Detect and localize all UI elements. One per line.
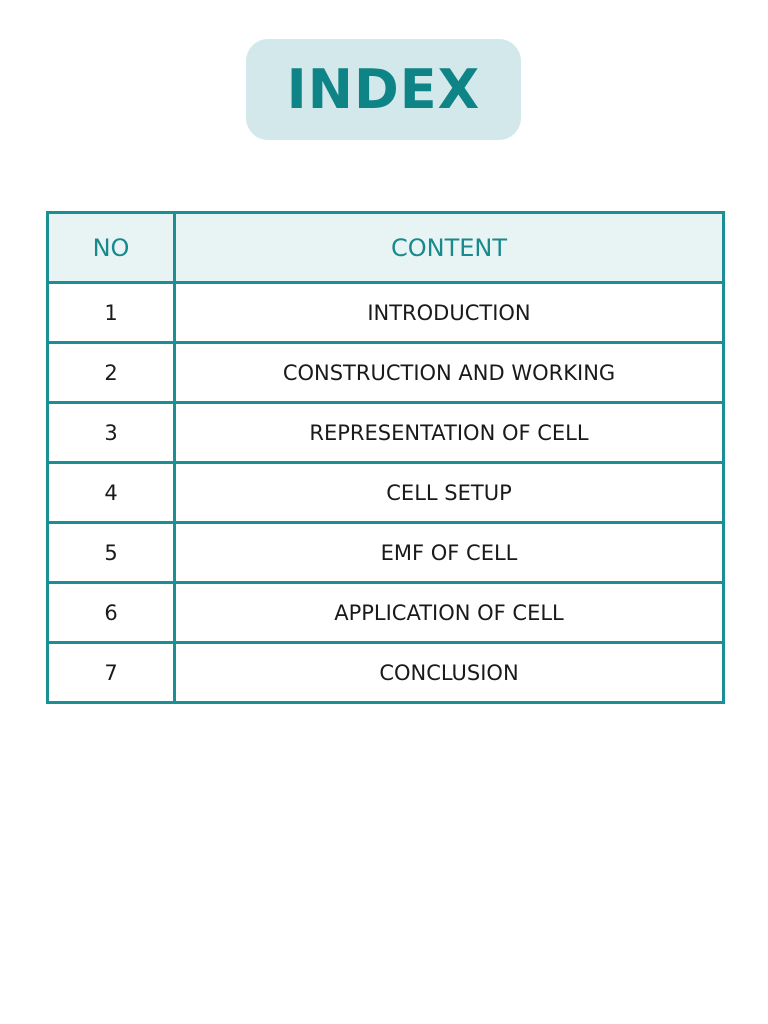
row-content: CONSTRUCTION AND WORKING — [175, 343, 724, 403]
row-content: CONCLUSION — [175, 643, 724, 703]
index-title-badge — [246, 39, 521, 140]
row-number: 5 — [48, 523, 175, 583]
row-content: EMF OF CELL — [175, 523, 724, 583]
row-number: 6 — [48, 583, 175, 643]
table-row — [48, 583, 724, 643]
row-number: 3 — [48, 403, 175, 463]
column-header-content: CONTENT — [175, 213, 724, 283]
row-number: 2 — [48, 343, 175, 403]
row-number: 4 — [48, 463, 175, 523]
row-content: CELL SETUP — [175, 463, 724, 523]
table-row — [48, 463, 724, 523]
row-number: 1 — [48, 283, 175, 343]
row-number: 7 — [48, 643, 175, 703]
column-header-no: NO — [48, 213, 175, 283]
table-row — [48, 523, 724, 583]
table-row — [48, 283, 724, 343]
table-row — [48, 643, 724, 703]
table-row — [48, 343, 724, 403]
page-title: INDEX — [286, 57, 481, 121]
table-row — [48, 403, 724, 463]
row-content: APPLICATION OF CELL — [175, 583, 724, 643]
index-table — [46, 211, 725, 704]
table-header-row — [48, 213, 724, 283]
row-content: REPRESENTATION OF CELL — [175, 403, 724, 463]
row-content: INTRODUCTION — [175, 283, 724, 343]
